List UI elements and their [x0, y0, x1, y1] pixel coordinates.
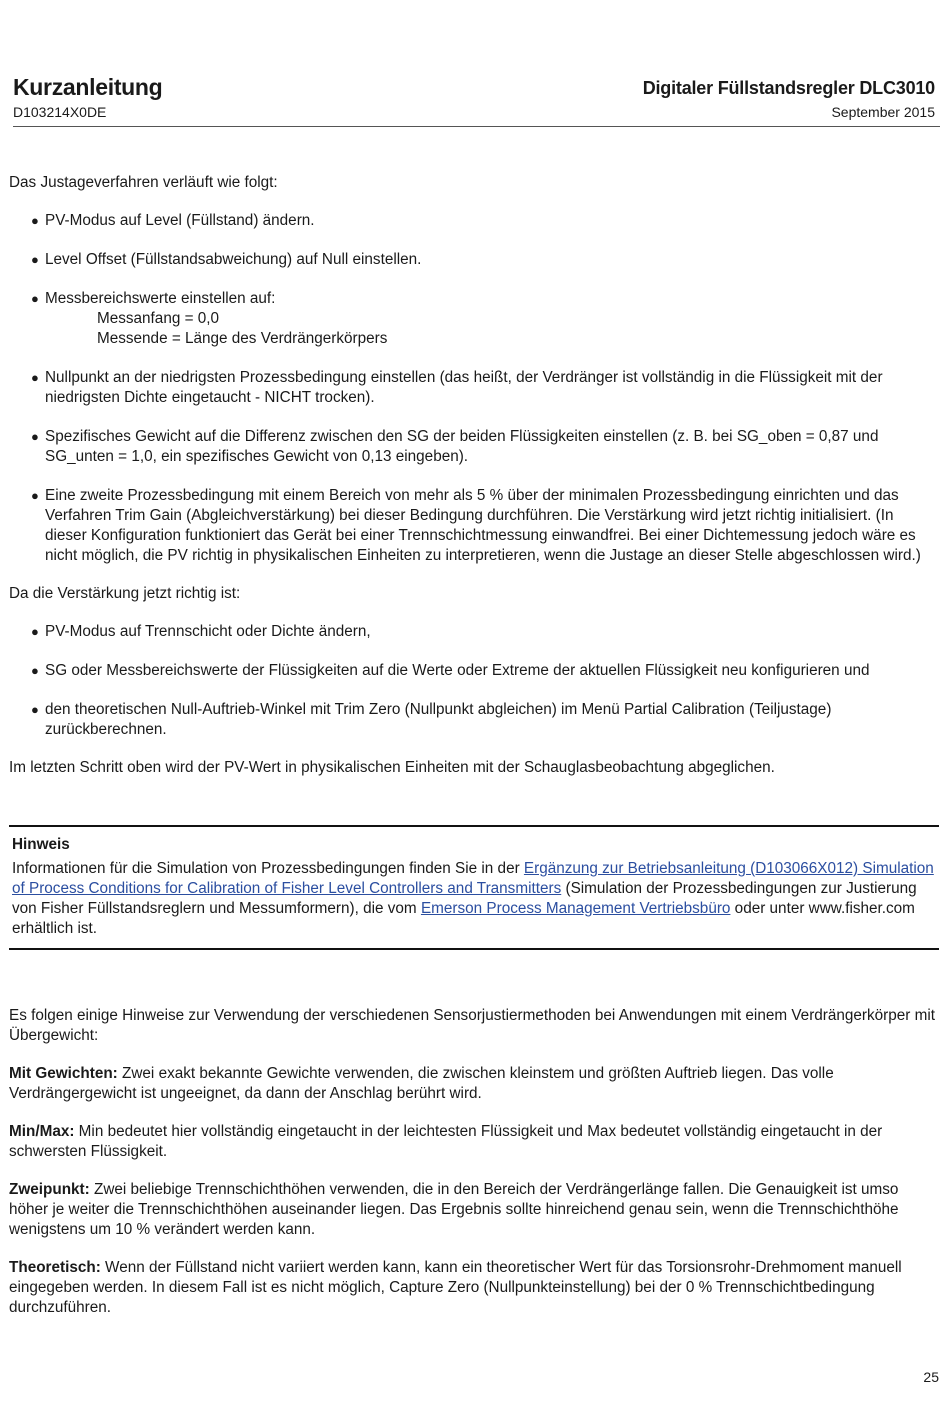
note-title: Hinweis: [12, 836, 70, 853]
bullet-icon: ●: [31, 702, 39, 717]
sales-office-link[interactable]: Emerson Process Management Vertriebsbüro: [420, 900, 731, 917]
note-text: Informationen für die Simulation von Prozessbedingungen finden Sie in der Ergänzung zur Betriebsanleitung (D103066X012) Simulation of Process Conditions for Calibration of Fisher Level Controllers and Transmitters (Simulation der Prozessbedingungen zur Justierung von Fisher Füllstandsreglern und Messumformern), die vom Emerson Process Management Vertriebsbüro oder unter www.fisher.com erhältlich ist.: [12, 860, 934, 937]
product-name: Digitaler Füllstandsregler DLC3010: [642, 78, 935, 98]
bullet-icon: ●: [31, 252, 39, 267]
method-weights: Mit Gewichten: Zwei exakt bekannte Gewichte verwenden, die zwischen kleinstem und größten Auftrieb liegen. Das volle Verdrängergewicht ist ungeeignet, da dann der Anschlag berührt wird.: [9, 1065, 834, 1102]
bullet-icon: ●: [31, 291, 39, 306]
list-item: ● Messbereichswerte einstellen auf: Messanfang = 0,0 Messende = Länge des Verdrängerkörpers: [9, 289, 939, 349]
page-content: [9, 173, 939, 1318]
manual-supplement-link[interactable]: Ergänzung zur Betriebsanleitung (D103066X012) Simulation of Process Conditions for Calibration of Fisher Level Controllers and Transmitters: [12, 860, 934, 897]
intro-paragraph: Das Justageverfahren verläuft wie folgt:: [9, 174, 278, 191]
list-item: ● SG oder Messbereichswerte der Flüssigkeiten auf die Werte oder Extreme der aktuellen Flüssigkeit neu konfigurieren und: [31, 662, 870, 679]
method-theoretical: Theoretisch: Wenn der Füllstand nicht variiert werden kann, kann ein theoretischer Wert für das Torsionsrohr-Drehmoment manuell eingegeben werden. In diesem Fall ist es nicht möglich, Capture Zero (Nullpunkteinstellung) bei der 0 % Trennschichtbedingung durchzuführen.: [9, 1259, 902, 1316]
bullet-icon: ●: [31, 488, 39, 503]
list-item: ● PV-Modus auf Level (Füllstand) ändern.: [31, 212, 315, 229]
range-start-value: Messanfang = 0,0: [97, 310, 220, 327]
bullet-icon: ●: [31, 429, 39, 444]
page-header: [13, 74, 940, 127]
bullet-icon: ●: [31, 663, 39, 678]
note-box: [9, 825, 939, 950]
list-item: ● den theoretischen Null-Auftrieb-Winkel mit Trim Zero (Nullpunkt abgleichen) im Menü Partial Calibration (Teiljustage) zurückberechnen.: [31, 701, 832, 738]
list-item: ● Level Offset (Füllstandsabweichung) auf Null einstellen.: [31, 251, 422, 268]
publication-date: September 2015: [831, 104, 935, 120]
page-number: 25: [923, 1369, 939, 1385]
document-number: D103214X0DE: [13, 104, 107, 120]
list-item: ● Spezifisches Gewicht auf die Differenz zwischen den SG der beiden Flüssigkeiten einstellen (z. B. bei SG_oben = 0,87 und SG_unten = 1,0, ein spezifisches Gewicht von 0,13 eingeben).: [31, 428, 879, 465]
list-item: ● Nullpunkt an der niedrigsten Prozessbedingung einstellen (das heißt, der Verdränger ist vollständig in die Flüssigkeit mit der niedrigsten Dichte eingetaucht - NICHT trocken).: [31, 369, 883, 406]
document-type-title: Kurzanleitung: [13, 74, 163, 100]
methods-intro-paragraph: Es folgen einige Hinweise zur Verwendung der verschiedenen Sensorjustiermethoden bei Anwendungen mit einem Verdrängerkörper mit Übergewicht:: [9, 1007, 936, 1044]
transition-paragraph: Da die Verstärkung jetzt richtig ist:: [9, 585, 241, 602]
list-item: ● PV-Modus auf Trennschicht oder Dichte ändern,: [31, 623, 371, 640]
final-step-paragraph: Im letzten Schritt oben wird der PV-Wert in physikalischen Einheiten mit der Schauglasbeobachtung abgeglichen.: [9, 759, 775, 776]
bullet-icon: ●: [31, 213, 39, 228]
method-two-point: Zweipunkt: Zwei beliebige Trennschichthöhen verwenden, die in den Bereich der Verdrängerlänge fallen. Die Genauigkeit ist umso höher je weiter die Trennschichthöhen auseinander liegen. Das Ergebnis sollte hinreichend genau sein, wenn die Trennschichthöhe wenigstens um 10 % verändert werden kann.: [9, 1181, 899, 1238]
list-item: ● Eine zweite Prozessbedingung mit einem Bereich von mehr als 5 % über der minimalen Prozessbedingung einrichten und das Verfahren Trim Gain (Abgleichverstärkung) bei dieser Bedingung durchführen. Die Verstärkung wird jetzt richtig initialisiert. (In dieser Konfiguration funktioniert das Gerät bei einer Trennschichtmessung einwandfrei. Bei einer Dichtemessung jedoch wäre es nicht möglich, die PV richtig in physikalischen Einheiten zu interpretieren, wenn die Justage an dieser Stelle abgeschlossen wird.): [31, 487, 921, 564]
range-end-value: Messende = Länge des Verdrängerkörpers: [97, 330, 388, 347]
followup-steps-list: [9, 622, 939, 740]
calibration-steps-list: [9, 211, 939, 566]
method-min-max: Min/Max: Min bedeutet hier vollständig eingetaucht in der leichtesten Flüssigkeit und Max bedeutet vollständig eingetaucht in der schwersten Flüssigkeit.: [9, 1123, 883, 1160]
bullet-icon: ●: [31, 624, 39, 639]
bullet-icon: ●: [31, 370, 39, 385]
